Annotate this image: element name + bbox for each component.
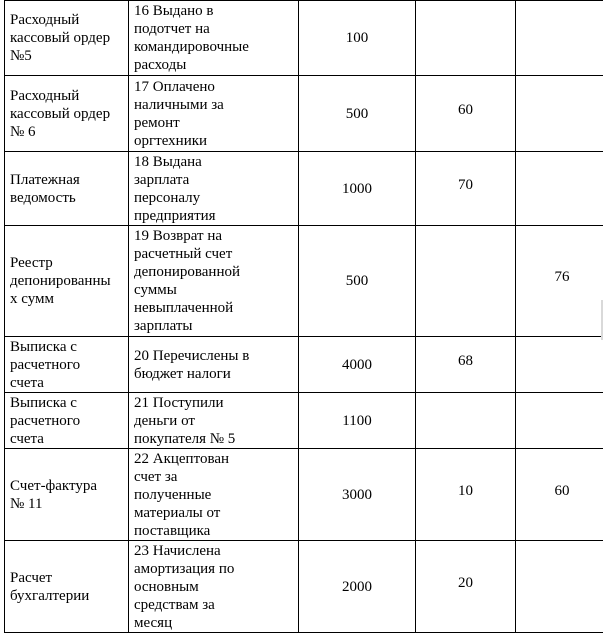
table-row (5, 393, 603, 449)
operation-cell: 17 Оплачено наличными за ремонт оргтехники (129, 76, 299, 152)
debit-cell (416, 76, 516, 152)
credit-cell (516, 541, 603, 633)
table-row (5, 449, 603, 541)
operation-cell: 18 Выдана зарплата персоналу предприятия (129, 152, 299, 226)
credit-value: 60 (554, 482, 570, 499)
table-row (5, 152, 603, 226)
transactions-table (4, 0, 603, 633)
table-row (5, 337, 603, 393)
credit-cell (516, 337, 603, 393)
operation-cell: 16 Выдано в подотчет на командировочные расходы (129, 1, 299, 76)
credit-cell (516, 76, 603, 152)
document-cell: Расчет бухгалтерии (5, 541, 129, 633)
operation-cell: 22 Акцептован счет за полученные материалы от поставщика (129, 449, 299, 541)
sum-cell: 500 (299, 226, 416, 337)
debit-value: 10 (458, 482, 473, 499)
debit-value: 20 (458, 574, 473, 591)
table-row (5, 226, 603, 337)
sum-cell: 1000 (299, 152, 416, 226)
debit-cell (416, 337, 516, 393)
debit-cell (416, 226, 516, 337)
credit-cell (516, 1, 603, 76)
debit-cell (416, 393, 516, 449)
credit-value: 76 (554, 269, 570, 285)
debit-value: 70 (458, 176, 473, 193)
document-cell: Расходный кассовый ордер № 6 (5, 76, 129, 152)
credit-cell (516, 393, 603, 449)
debit-cell (416, 449, 516, 541)
operation-cell: 20 Перечислены в бюджет налоги (129, 337, 299, 393)
document-cell: Расходный кассовый ордер №5 (5, 1, 129, 76)
debit-cell (416, 1, 516, 76)
credit-cell (516, 152, 603, 226)
document-cell: Платежная ведомость (5, 152, 129, 226)
debit-value: 68 (458, 352, 473, 369)
sum-cell: 500 (299, 76, 416, 152)
document-cell: Счет-фактура № 11 (5, 449, 129, 541)
sum-cell: 1100 (299, 393, 416, 449)
credit-cell (516, 449, 603, 541)
document-cell: Выписка с расчетного счета (5, 337, 129, 393)
sum-cell: 4000 (299, 337, 416, 393)
operation-cell: 21 Поступили деньги от покупателя № 5 (129, 393, 299, 449)
debit-cell (416, 152, 516, 226)
document-cell: Выписка с расчетного счета (5, 393, 129, 449)
sum-cell: 2000 (299, 541, 416, 633)
sum-cell: 100 (299, 1, 416, 76)
sum-cell: 3000 (299, 449, 416, 541)
table-row (5, 76, 603, 152)
table-row (5, 1, 603, 76)
operation-cell: 23 Начислена амортизация по основным средствам за месяц (129, 541, 299, 633)
credit-cell (516, 226, 603, 337)
document-cell: Реестр депонированны х сумм (5, 226, 129, 337)
debit-cell (416, 541, 516, 633)
table-row (5, 541, 603, 633)
operation-cell: 19 Возврат на расчетный счет депонированной суммы невыплаченной зарплаты (129, 226, 299, 337)
debit-value: 60 (458, 101, 473, 118)
